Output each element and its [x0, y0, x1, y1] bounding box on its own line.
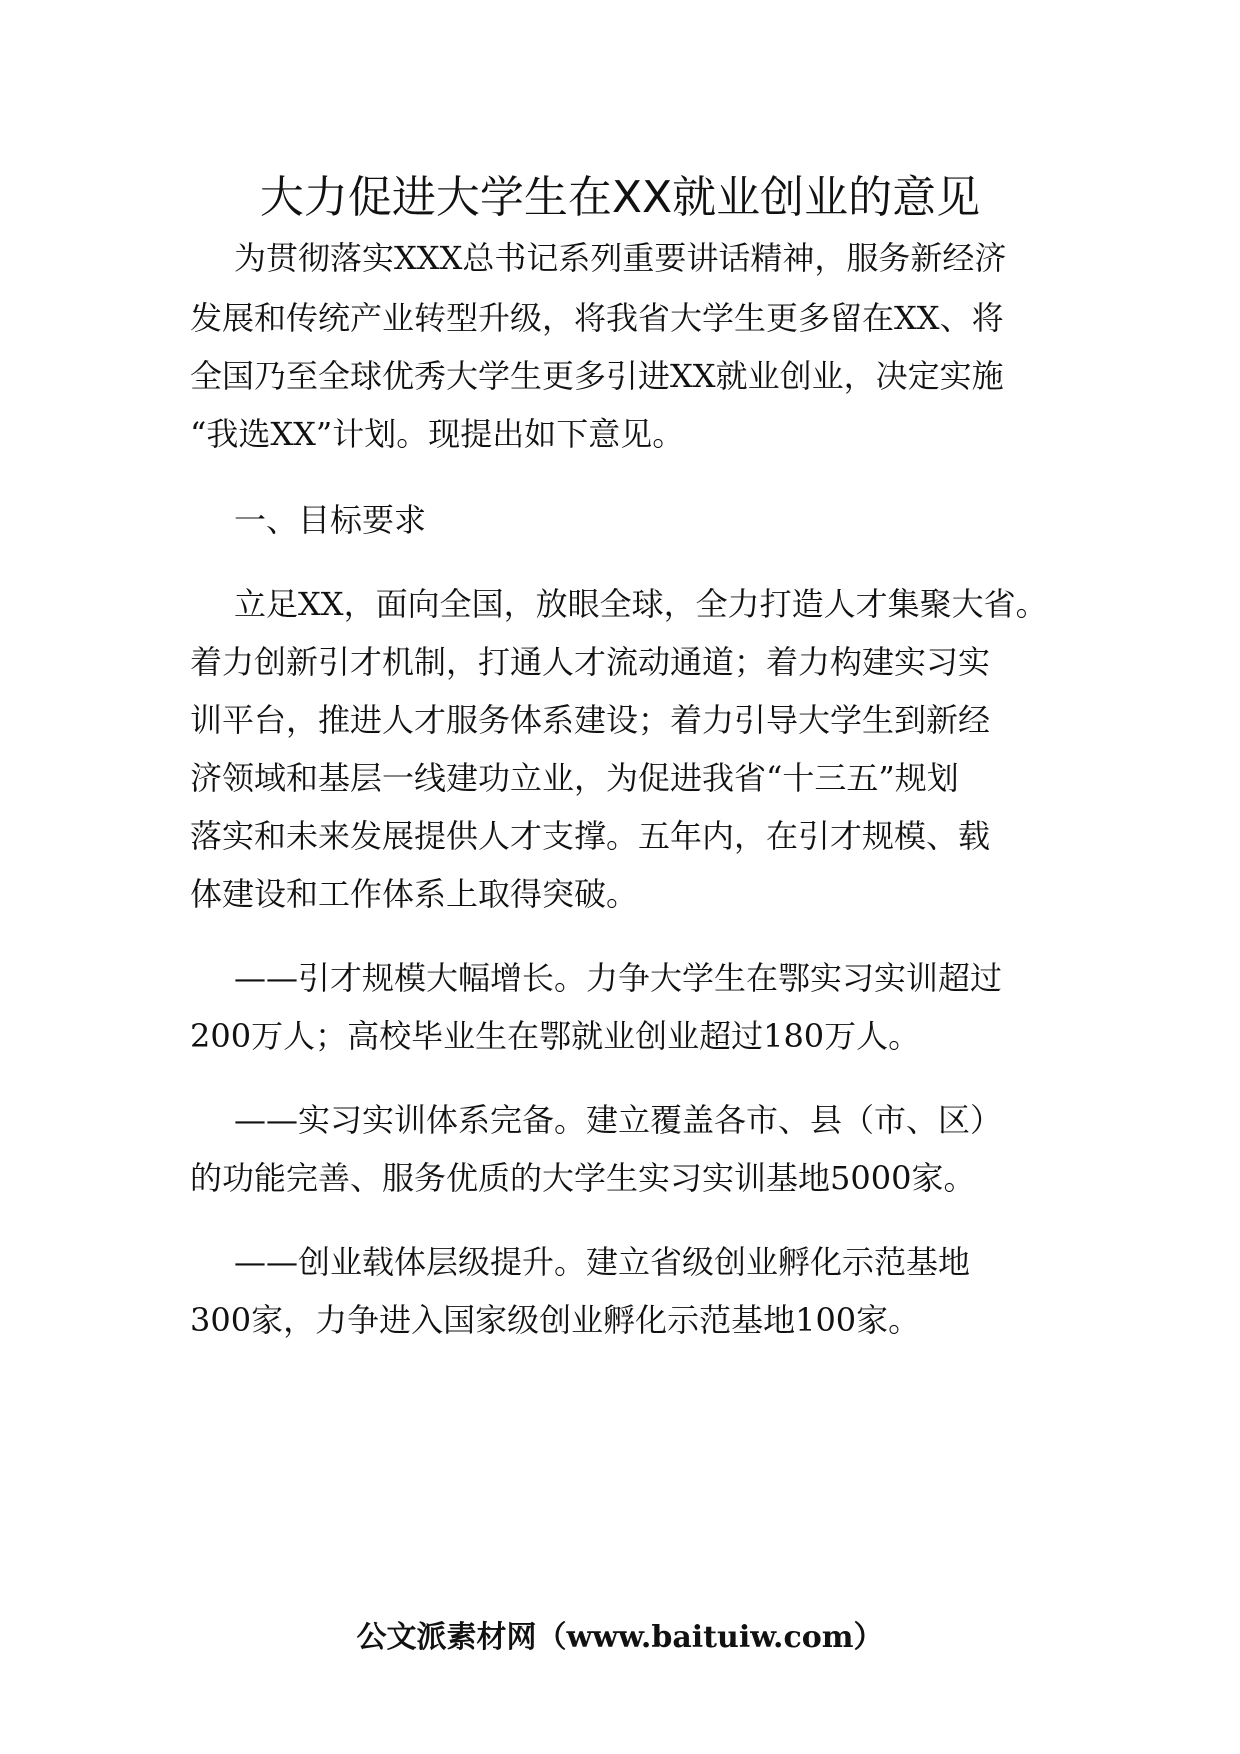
paragraph-1-line-2: 发展和传统产业转型升级，将我省大学生更多留在XX、将: [190, 299, 1004, 337]
paragraph-2-line-1: 立足XX，面向全国，放眼全球，全力打造人才集聚大省。: [234, 585, 1048, 623]
paragraph-4-line-2: 的功能完善、服务优质的大学生实习实训基地5000家。: [190, 1159, 976, 1197]
paragraph-3-line-2: 200万人；高校毕业生在鄂就业创业超过180万人。: [190, 1017, 921, 1055]
paragraph-1-line-4: “我选XX”计划。现提出如下意见。: [190, 415, 685, 453]
paragraph-5-line-1: ——创业载体层级提升。建立省级创业孵化示范基地: [234, 1243, 971, 1281]
paragraph-2-line-5: 落实和未来发展提供人才支撑。五年内，在引才规模、载: [190, 817, 991, 855]
paragraph-2-line-3: 训平台，推进人才服务体系建设；着力引导大学生到新经: [190, 701, 991, 739]
paragraph-4-line-1: ——实习实训体系完备。建立覆盖各市、县（市、区）: [234, 1101, 1003, 1139]
paragraph-1-line-1: 为贯彻落实XXX总书记系列重要讲话精神，服务新经济: [234, 239, 1007, 277]
paragraph-1-line-3: 全国乃至全球优秀大学生更多引进XX就业创业，决定实施: [190, 357, 1004, 395]
footer-source: 公文派素材网（www.baituiw.com）: [356, 1620, 884, 1655]
paragraph-3-line-1: ——引才规模大幅增长。力争大学生在鄂实习实训超过: [234, 959, 1003, 997]
section-heading-1: 一、目标要求: [234, 501, 427, 539]
document-title: 大力促进大学生在XX就业创业的意见: [259, 172, 981, 223]
paragraph-2-line-6: 体建设和工作体系上取得突破。: [190, 875, 639, 913]
paragraph-2-line-2: 着力创新引才机制，打通人才流动通道；着力构建实习实: [190, 643, 991, 681]
paragraph-5-line-2: 300家，力争进入国家级创业孵化示范基地100家。: [190, 1301, 921, 1339]
paragraph-2-line-4: 济领域和基层一线建功立业，为促进我省“十三五”规划: [190, 759, 959, 797]
